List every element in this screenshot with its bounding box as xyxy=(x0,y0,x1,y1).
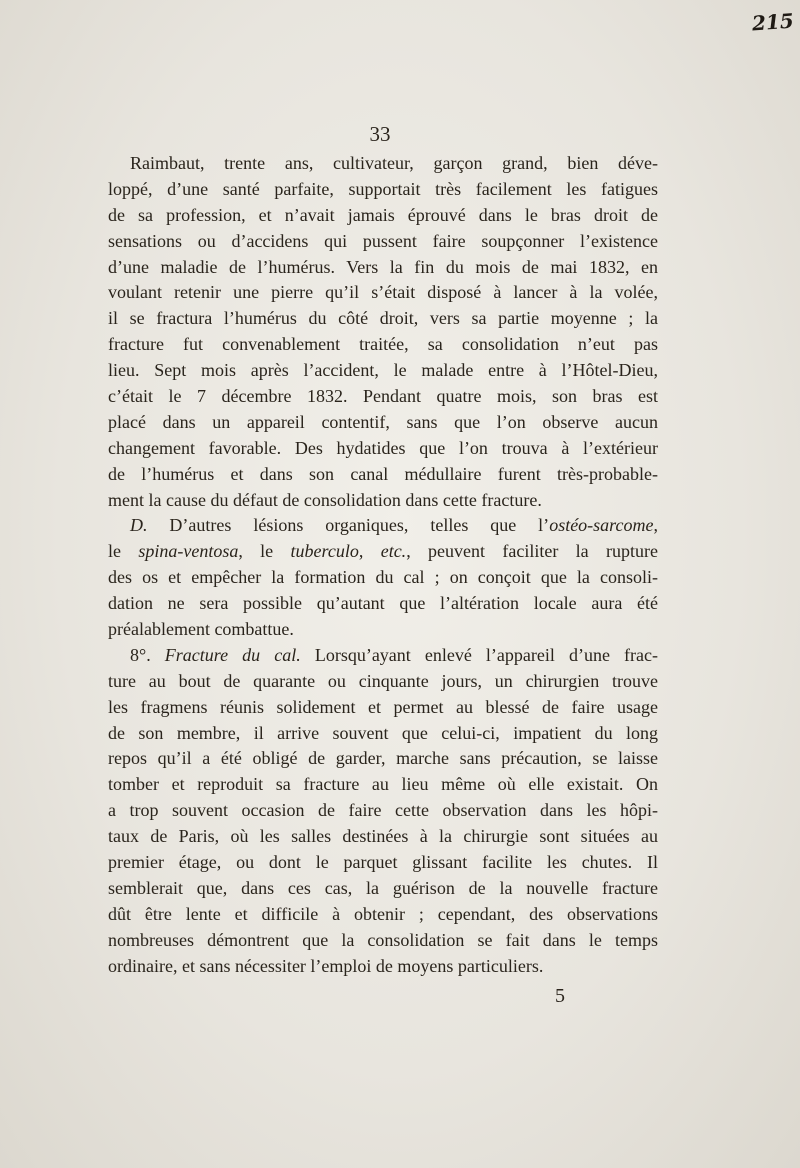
text-line: semblerait que, dans ces cas, la guérison de la nouvelle fracture xyxy=(108,877,658,898)
text-line: a trop souvent occasion de faire cette observation dans les hôpi- xyxy=(108,800,658,821)
text-line xyxy=(108,539,658,565)
text-line: d’une maladie de l’humérus. Vers la fin du mois de mai 1832, en xyxy=(108,256,658,277)
signature-mark: 5 xyxy=(555,985,565,1007)
text-run: etc. xyxy=(380,541,407,562)
text-line: lieu. Sept mois après l’accident, le malade entre à l’Hôtel-Dieu, xyxy=(108,360,658,381)
text-line: il se fractura l’humérus du côté droit, vers sa partie moyenne ; la xyxy=(108,308,658,329)
text-run: D. xyxy=(130,515,148,536)
text-line: de son membre, il arrive souvent que celui-ci, impatient du long xyxy=(108,722,658,743)
text-run: spina-ventosa xyxy=(138,541,239,562)
text-run: tuberculo xyxy=(290,541,359,562)
text-line: c’était le 7 décembre 1832. Pendant quatre mois, son bras est xyxy=(108,386,658,407)
text-line: dation ne sera possible qu’autant que l’altération locale aura été xyxy=(108,593,658,614)
text-line: loppé, d’une santé parfaite, supportait très facilement les fatigues xyxy=(108,178,658,199)
text-run: Lorsqu’ayant enlevé l’appareil d’une frac- xyxy=(300,644,658,665)
body-text xyxy=(108,151,658,980)
text-line: de l’humérus et dans son canal médullaire furent très-probable- xyxy=(108,463,658,484)
text-line: dût être lente et difficile à obtenir ; cependant, des observations xyxy=(108,903,658,924)
text-run: le xyxy=(108,541,139,562)
text-run: , peuvent faciliter la rupture xyxy=(406,541,658,562)
text-line: ordinaire, et sans nécessiter l’emploi de moyens particuliers. xyxy=(108,955,544,976)
text-line: Raimbaut, trente ans, cultivateur, garçon grand, bien déve- xyxy=(130,153,658,173)
text-line: nombreuses démontrent que la consolidation se fait dans le temps xyxy=(108,929,658,950)
text-line: ment la cause du défaut de consolidation dans cette fracture. xyxy=(108,489,542,510)
text-run: , le xyxy=(238,541,291,562)
text-run: ostéo-sarcome xyxy=(549,515,654,536)
text-line xyxy=(108,513,658,539)
page-number: 33 xyxy=(369,122,391,146)
text-line: changement favorable. Des hydatides que l’on trouva à l’extérieur xyxy=(108,437,658,458)
folio-mark: 215 xyxy=(751,8,795,36)
text-line: de sa profession, et n’avait jamais éprouvé dans le bras droit de xyxy=(108,204,658,225)
text-line: tomber et reproduit sa fracture au lieu même où elle existait. On xyxy=(108,774,658,795)
text-run: , xyxy=(358,541,381,562)
text-line: les fragmens réunis solidement et permet au blessé de faire usage xyxy=(108,696,658,717)
text-run: 8°. xyxy=(130,644,165,665)
text-line: fracture fut convenablement traitée, sa consolidation n’eut pas xyxy=(108,334,658,355)
text-line: premier étage, ou dont le parquet glissant facilite les chutes. Il xyxy=(108,852,658,873)
text-line: placé dans un appareil contentif, sans que l’on observe aucun xyxy=(108,411,658,432)
text-line: sensations ou d’accidens qui pussent faire soupçonner l’existence xyxy=(108,230,658,251)
text-run: , xyxy=(653,515,658,536)
text-line: taux de Paris, où les salles destinées à la chirurgie sont situées au xyxy=(108,826,658,847)
text-line: repos qu’il a été obligé de garder, marche sans précaution, se laisse xyxy=(108,748,658,769)
text-run: Fracture du cal. xyxy=(164,644,301,665)
text-line xyxy=(108,643,658,669)
text-run: D’autres lésions organiques, telles que l’ xyxy=(147,515,550,536)
text-line: des os et empêcher la formation du cal ; on conçoit que la consoli- xyxy=(108,567,658,588)
text-line: ture au bout de quarante ou cinquante jours, un chirurgien trouve xyxy=(108,670,658,691)
text-line: voulant retenir une pierre qu’il s’était disposé à lancer à la volée, xyxy=(108,282,658,303)
text-line: préalablement combattue. xyxy=(108,619,294,640)
